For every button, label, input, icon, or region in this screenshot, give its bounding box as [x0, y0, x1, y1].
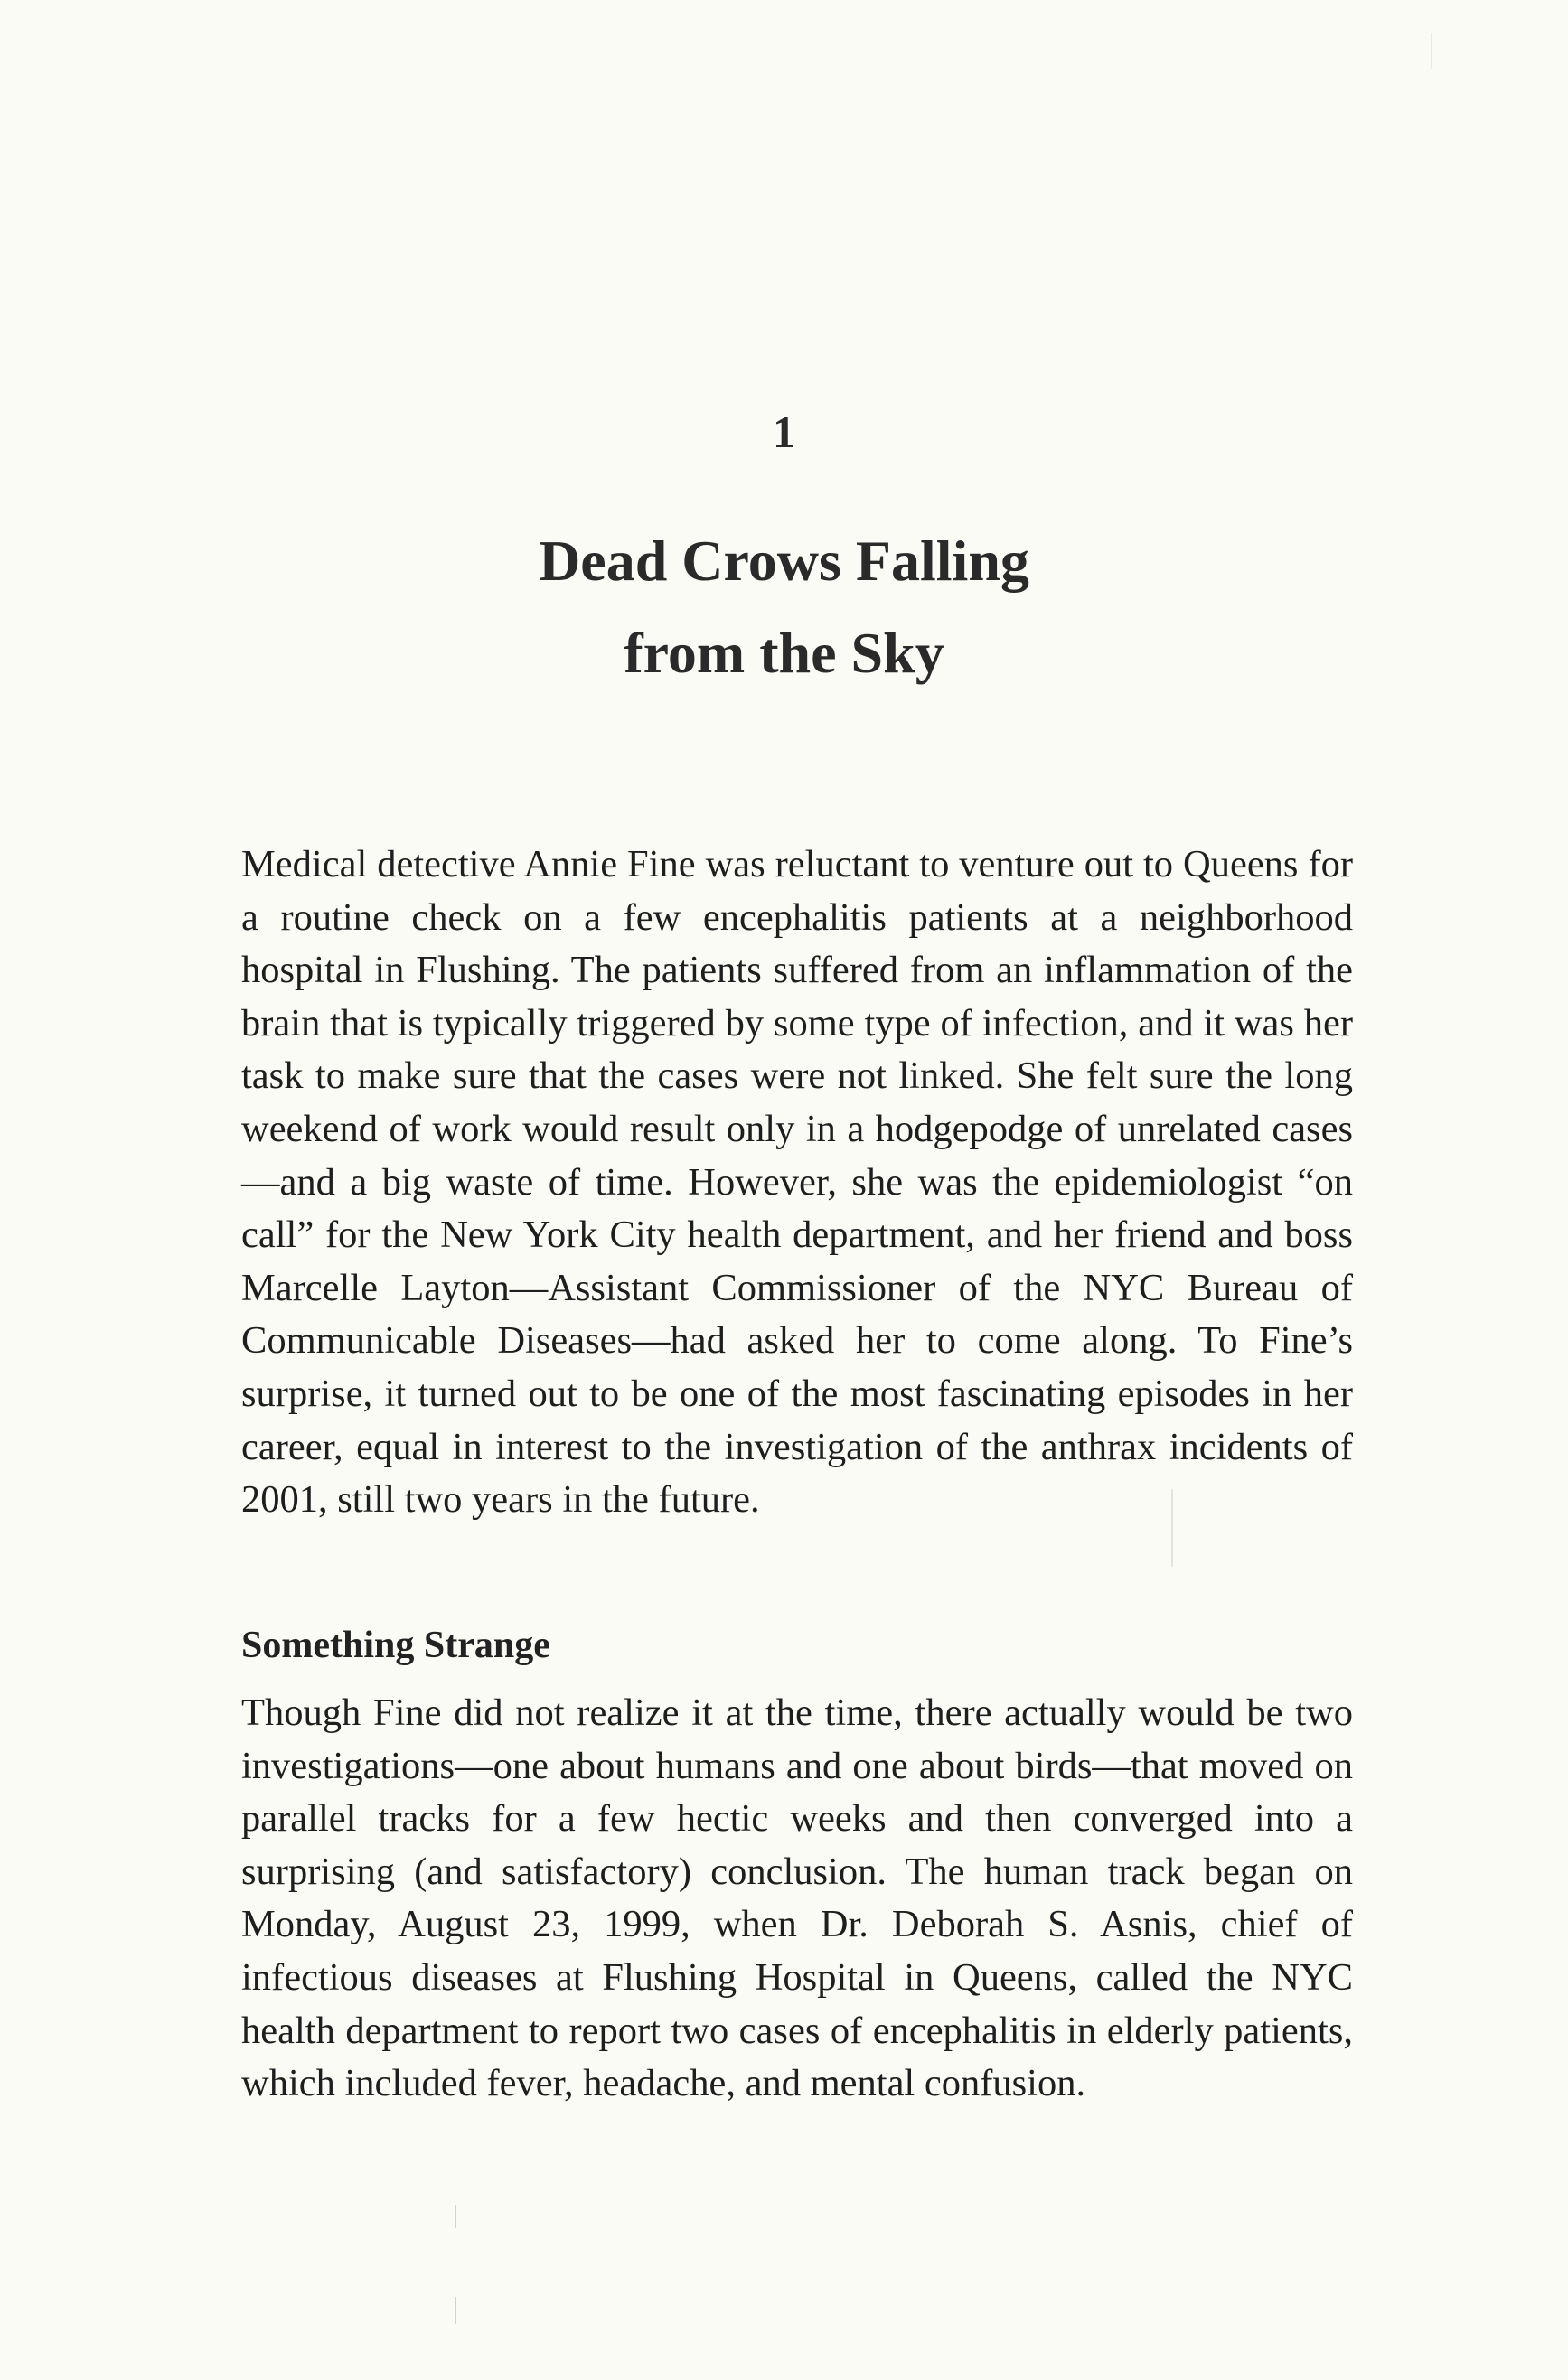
scan-mark: [455, 2297, 456, 2324]
scan-mark: [1431, 33, 1432, 69]
chapter-number: 1: [773, 407, 795, 457]
chapter-title: [0, 515, 1568, 699]
section-paragraph: Though Fine did not realize it at the time, there actually would be two investigations—one about humans and one about birds—that moved on parallel tracks for a few hectic weeks and then converged into a surprising (and satisfactory) conclusion. The human track began on Monday, August 23, 1999, when Dr. Deborah S. Asnis, chief of infectious diseases at Flushing Hospital in Queens, called the NYC health department to report two cases of encephalitis in elderly patients, which included fever, headache, and mental confusion.: [241, 1691, 1353, 2105]
chapter-title-line-1: Dead Crows Falling: [539, 529, 1029, 593]
chapter-title-line-2: from the Sky: [624, 621, 944, 685]
intro-paragraph: Medical detective Annie Fine was reluctant to venture out to Queens for a routine check on a few encephalitis patients at a neighborhood hospital in Flushing. The patients suffered from an inflammation of the brain that is typically triggered by some type of infection, and it was her task to make sure that the cases were not linked. She felt sure the long weekend of work would result only in a hodgepodge of unrelated cases—and a big waste of time. However, she was the epidemiologist “on call” for the New York City health department, and her friend and boss Marcelle Layton—Assistant Commissioner of the NYC Bureau of Communicable Diseases—had asked her to come along. To Fine’s surprise, it turned out to be one of the most fascinating episodes in her career, equal in interest to the investigation of the anthrax incidents of 2001, still two years in the future.: [241, 843, 1353, 1522]
section-heading: Something Strange: [241, 1625, 550, 1666]
scan-mark: [455, 2205, 456, 2228]
scan-mark: [1171, 1489, 1173, 1567]
